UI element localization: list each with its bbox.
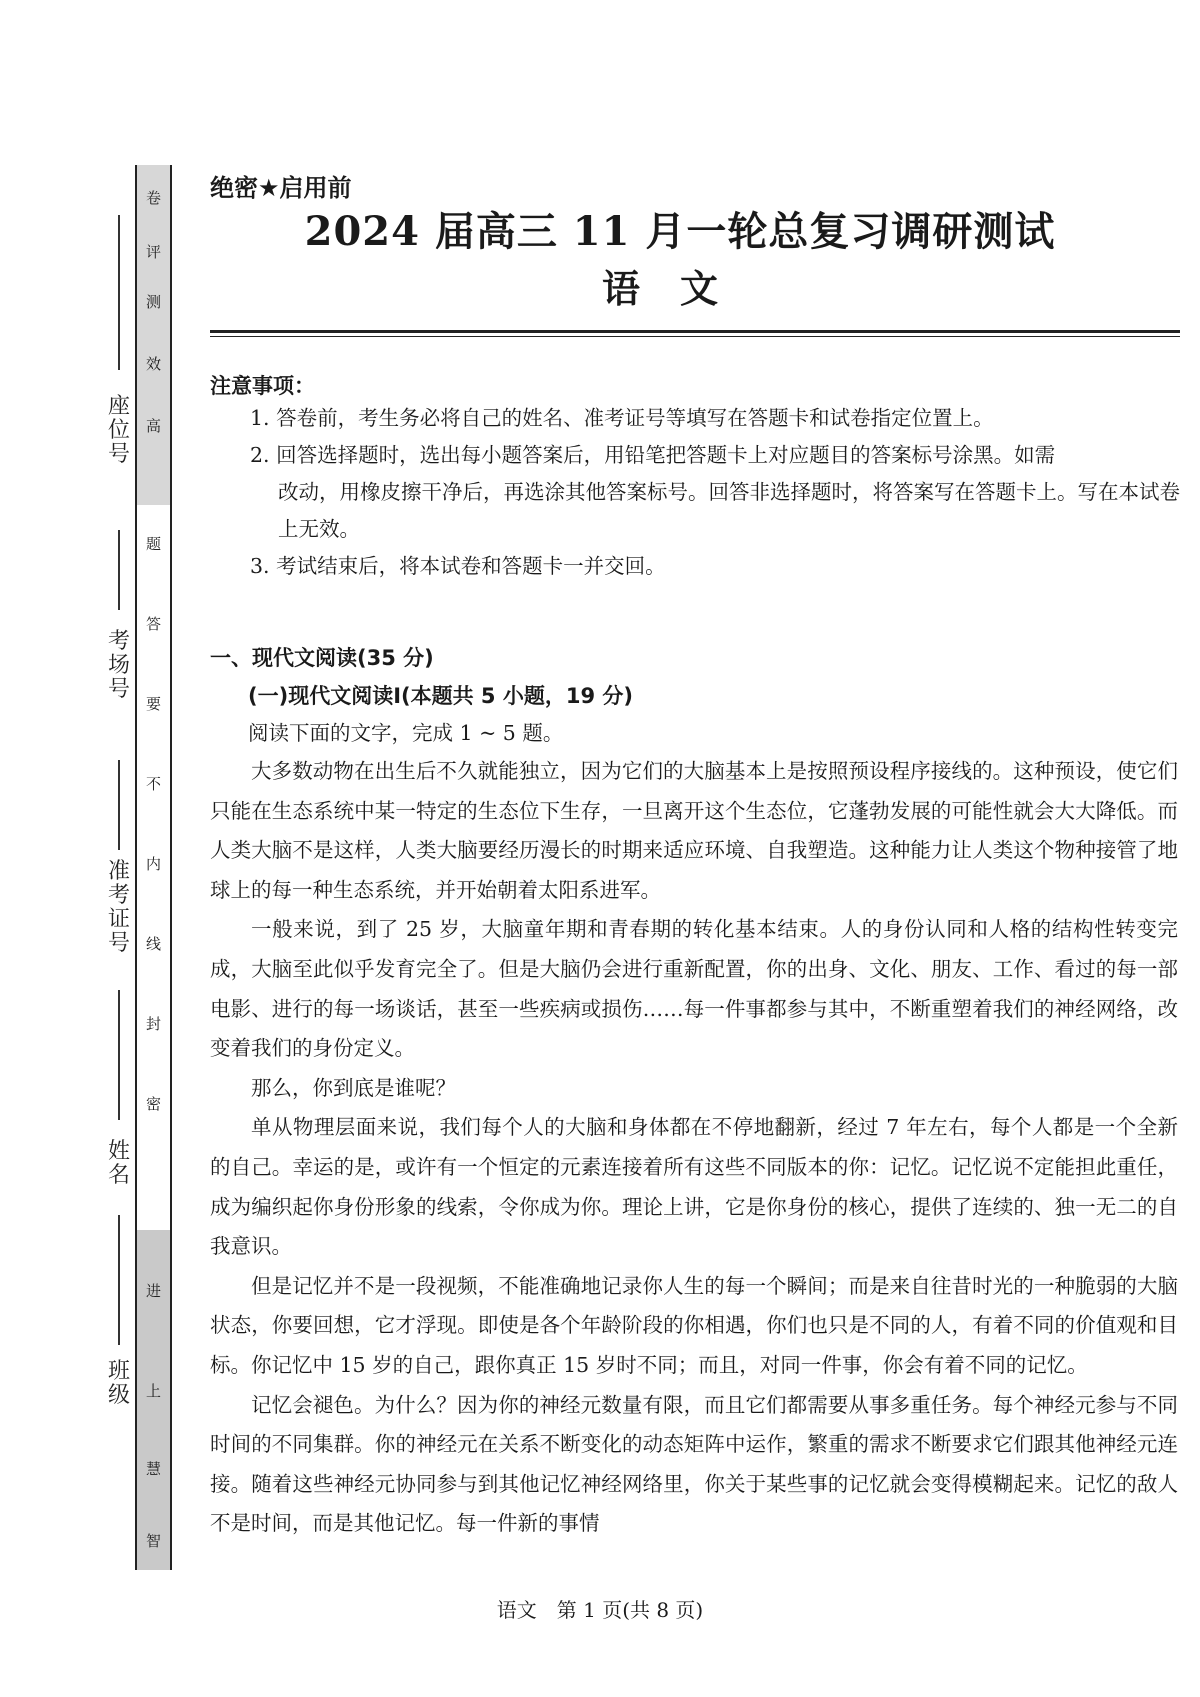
strip-char: 密 bbox=[145, 1095, 161, 1113]
notice-item: 1. 答卷前，考生务必将自己的姓名、准考证号等填写在答题卡和试卷指定位置上。 bbox=[250, 406, 994, 430]
paragraph: 一般来说，到了 25 岁，大脑童年期和青春期的转化基本结束。人的身份认同和人格的结构性转变完成，大脑至此似乎发育完全了。但是大脑仍会进行重新配置，你的出身、文化、朋友、工作、看过的每一部电影、进行的每一场谈话，甚至一些疾病或损伤……每一件事都参与其中，不断重塑着我们的神经网络，改变着我们的身份定义。 bbox=[210, 917, 1178, 1061]
strip-char: 高 bbox=[145, 417, 161, 435]
header-rule bbox=[210, 330, 1180, 333]
sidebar-seal-line bbox=[135, 505, 172, 1230]
strip-char: 智 bbox=[145, 1532, 161, 1550]
instruction: 阅读下面的文字，完成 1 ~ 5 题。 bbox=[248, 721, 564, 745]
field-line bbox=[118, 990, 120, 1120]
notice-item bbox=[250, 437, 1180, 548]
strip-char: 不 bbox=[145, 775, 161, 793]
paragraph: 但是记忆并不是一段视频，不能准确地记录你人生的每一个瞬间；而是来自往昔时光的一种脆弱的大脑状态，你要回想，它才浮现。即使是各个年龄阶段的你相遇，你们也只是不同的人，有着不同的价值观和目标。你记忆中 15 岁的自己，跟你真正 15 岁时不同；而且，对同一件事，你会有着不同的记忆。 bbox=[210, 1273, 1178, 1377]
strip-char: 慧 bbox=[145, 1460, 161, 1478]
field-line bbox=[118, 215, 120, 370]
exam-room-label: 考场号 bbox=[107, 629, 130, 702]
strip-char: 要 bbox=[145, 695, 161, 713]
exam-id-label: 准考证号 bbox=[107, 859, 130, 956]
paragraph: 那么，你到底是谁呢？ bbox=[251, 1075, 456, 1100]
paragraph: 单从物理层面来说，我们每个人的大脑和身体都在不停地翻新，经过 7 年左右，每个人都是一个全新的自己。幸运的是，或许有一个恒定的元素连接着所有这些不同版本的你：记忆。记忆说不定能担此重任，成为编织起你身份形象的线索，令你成为你。理论上讲，它是你身份的核心，提供了连续的、独一无二的自我意识。 bbox=[210, 1115, 1178, 1259]
exam-title: 2024 届高三 11 月一轮总复习调研测试 bbox=[304, 208, 1056, 255]
strip-char: 效 bbox=[145, 355, 161, 373]
notice-item-cont: 改动，用橡皮擦干净后，再选涂其他答案标号。回答非选择题时，将答案写在答题卡上。写在本试卷上无效。 bbox=[278, 480, 1180, 541]
strip-char: 上 bbox=[145, 1382, 161, 1400]
strip-char: 卷 bbox=[145, 189, 161, 207]
subsection-heading: (一)现代文阅读Ⅰ(本题共 5 小题，19 分) bbox=[248, 684, 633, 708]
notice-item-text: 2. 回答选择题时，选出每小题答案后，用铅笔把答题卡上对应题目的答案标号涂黑。如需 bbox=[250, 443, 1056, 467]
paragraph: 记忆会褪色。为什么？因为你的神经元数量有限，而且它们都需要从事多重任务。每个神经元参与不同时间的不同集群。你的神经元在关系不断变化的动态矩阵中运作，繁重的需求不断要求它们跟其他神经元连接。随着这些神经元协同参与到其他记忆神经网络里，你关于某些事的记忆就会变得模糊起来。记忆的敌人不是时间，而是其他记忆。每一件新的事情 bbox=[210, 1392, 1178, 1536]
sidebar-bottom-strip bbox=[135, 1230, 172, 1570]
header-rule-thin bbox=[210, 336, 1180, 337]
seat-number-label: 座位号 bbox=[107, 394, 130, 467]
strip-char: 内 bbox=[145, 855, 161, 873]
strip-char: 封 bbox=[145, 1015, 161, 1033]
strip-char: 线 bbox=[145, 935, 161, 953]
page-footer: 语文 第 1 页(共 8 页) bbox=[496, 1598, 704, 1622]
strip-char: 进 bbox=[145, 1282, 161, 1300]
paragraph: 大多数动物在出生后不久就能独立，因为它们的大脑基本上是按照预设程序接线的。这种预设，使它们只能在生态系统中某一特定的生态位下生存，一旦离开这个生态位，它蓬勃发展的可能性就会大大降低。而人类大脑不是这样，人类大脑要经历漫长的时期来适应环境、自我塑造。这种能力让人类这个物种接管了地球上的每一种生态系统，并开始朝着太阳系进军。 bbox=[210, 759, 1178, 902]
field-line bbox=[118, 530, 120, 610]
reading-passage bbox=[210, 752, 1178, 1544]
strip-char: 测 bbox=[145, 293, 161, 311]
subject-title: 语文 bbox=[601, 267, 758, 311]
section-heading: 一、现代文阅读(35 分) bbox=[210, 646, 434, 670]
name-label: 姓名 bbox=[107, 1139, 130, 1188]
strip-char: 题 bbox=[145, 535, 161, 553]
class-label: 班级 bbox=[107, 1359, 130, 1408]
field-line bbox=[118, 760, 120, 850]
confidential-mark: 绝密★启用前 bbox=[210, 174, 352, 202]
field-line bbox=[118, 1215, 120, 1345]
notice-item: 3. 考试结束后，将本试卷和答题卡一并交回。 bbox=[250, 554, 666, 578]
strip-char: 答 bbox=[145, 615, 161, 633]
notice-heading: 注意事项： bbox=[210, 374, 315, 398]
sidebar-top-strip bbox=[135, 165, 172, 505]
strip-char: 评 bbox=[145, 243, 161, 261]
